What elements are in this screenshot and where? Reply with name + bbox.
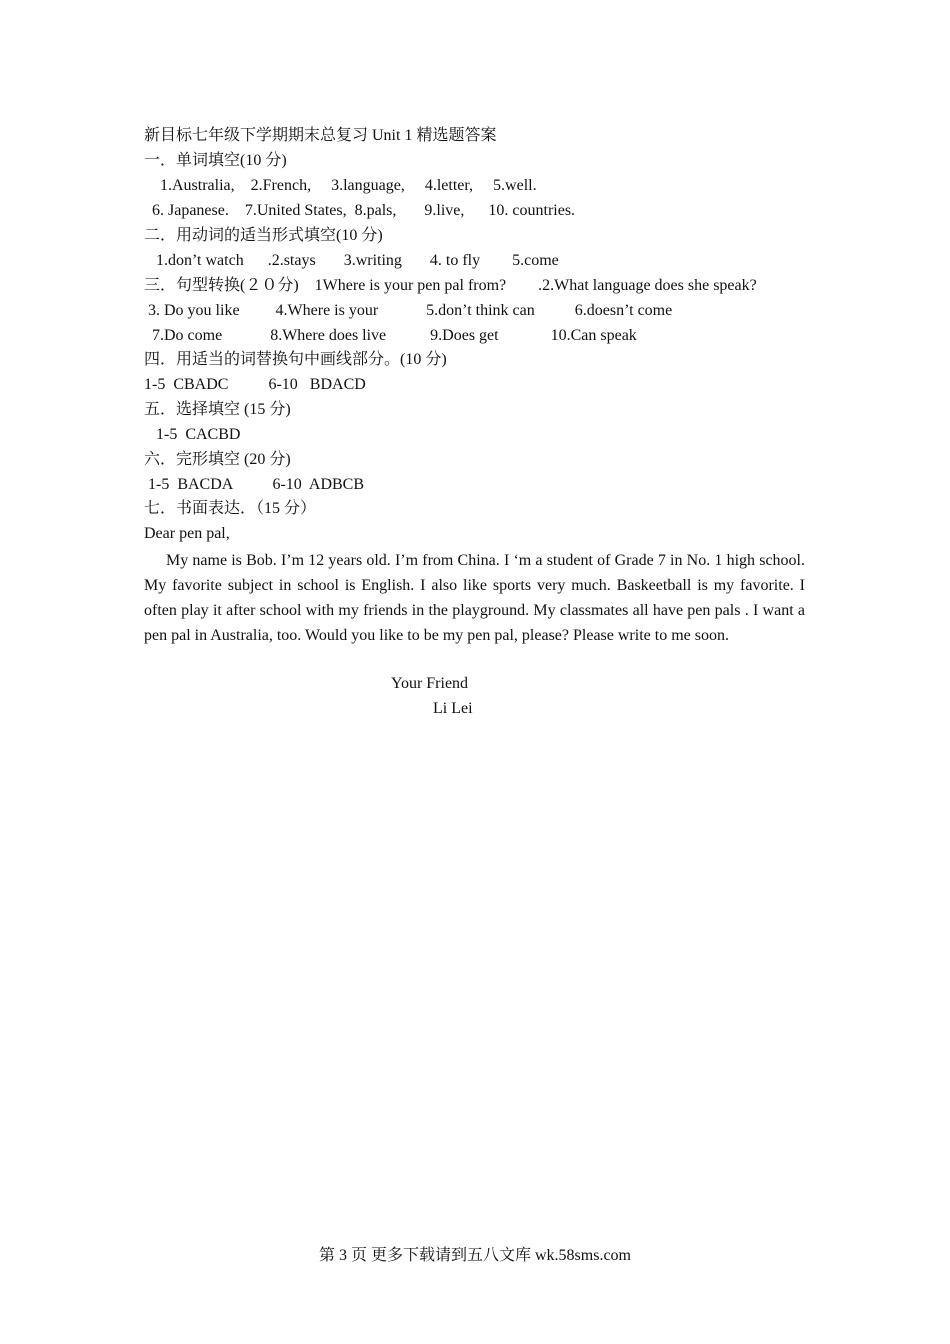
section-4-answers: 1-5 CBADC 6-10 BDACD — [144, 376, 366, 393]
letter-signature: Li Lei — [433, 700, 473, 717]
letter-closing: Your Friend — [391, 675, 469, 692]
document-title: 新目标七年级下学期期末总复习 Unit 1 精选题答案 — [144, 127, 497, 144]
section-1-answers-row-2: 6. Japanese. 7.United States, 8.pals, 9.live, 10. countries. — [144, 202, 576, 219]
section-3-answers-row-2: 7.Do come 8.Where does live 9.Does get 10.Can speak — [144, 327, 637, 344]
section-1-heading: 一．单词填空(10 分) — [144, 152, 287, 169]
section-5-answers: 1-5 CACBD — [144, 426, 241, 443]
section-2-answers-row-1: 1.don’t watch .2.stays 3.writing 4. to fly 5.come — [144, 252, 559, 269]
letter-body: My name is Bob. I’m 12 years old. I’m from China. I ‘m a student of Grade 7 in No. 1 high school. My favorite subject in school is English. I also like sports very much. Baskeetball is my favorite. I often play it after school with my friends in the playground. My classmates all have pen pals . I want a pen pal in Australia, too. Would you like to be my pen pal, please? Please write to me soon. — [144, 552, 805, 644]
letter-greeting: Dear pen pal, — [144, 525, 230, 542]
page-footer: 第 3 页 更多下载请到五八文库 wk.58sms.com — [318, 1247, 631, 1264]
section-6-heading: 六．完形填空 (20 分) — [144, 451, 291, 468]
section-2-heading: 二．用动词的适当形式填空(10 分) — [144, 227, 383, 244]
section-3-heading: 三．句型转换(２０分) 1Where is your pen pal from? .2.What language does she speak? — [144, 277, 757, 294]
section-5-heading: 五．选择填空 (15 分) — [144, 401, 291, 418]
section-4-heading: 四．用适当的词替换句中画线部分。(10 分) — [144, 351, 447, 368]
section-1-answers-row-1: 1.Australia, 2.French, 3.language, 4.letter, 5.well. — [144, 177, 537, 194]
section-7-heading: 七．书面表达．（15 分） — [144, 500, 317, 517]
section-6-answers: 1-5 BACDA 6-10 ADBCB — [144, 476, 365, 493]
section-3-answers-row-1: 3. Do you like 4.Where is your 5.don’t think can 6.doesn’t come — [144, 302, 673, 319]
